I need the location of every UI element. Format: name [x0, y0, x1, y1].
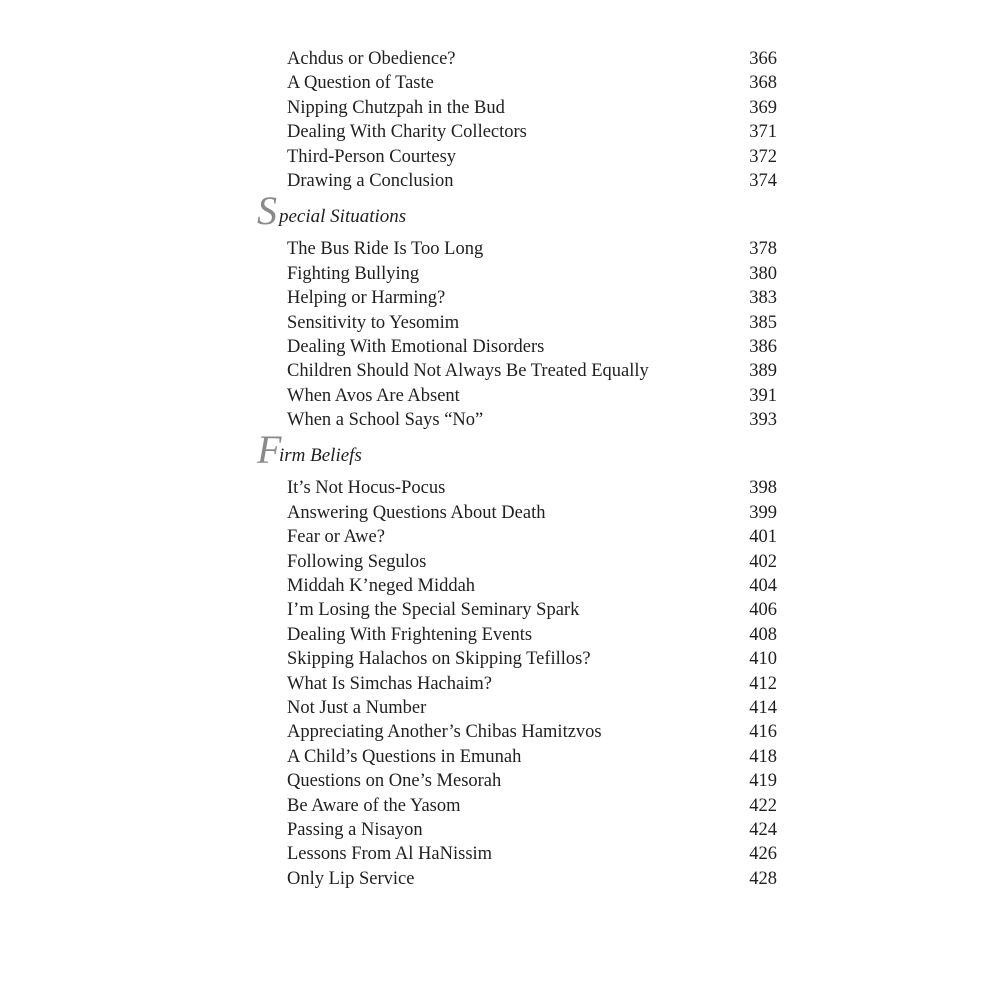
toc-entry-title: Helping or Harming?: [287, 288, 446, 309]
toc-entry: [257, 598, 777, 622]
toc-entry-page-number: 398: [749, 478, 777, 499]
toc-entry-page-number: 419: [749, 771, 777, 792]
toc-entry: [257, 359, 777, 383]
toc-entry-page-number: 378: [749, 239, 777, 260]
section-heading: [257, 188, 777, 237]
toc-entry-page-number: 424: [749, 819, 777, 840]
toc-entry: [257, 745, 777, 769]
toc-entry-title: When a School Says “No”: [287, 410, 484, 431]
section-heading: [257, 427, 777, 476]
toc-entry-page-number: 371: [749, 122, 777, 143]
toc-entry: [257, 145, 777, 169]
toc-entry-title: Dealing With Frightening Events: [287, 624, 533, 645]
toc-entry-page-number: 374: [749, 170, 777, 191]
toc-entry-title: Dealing With Charity Collectors: [287, 122, 527, 143]
toc-entry: [257, 867, 777, 891]
toc-entry-title: Not Just a Number: [287, 697, 427, 718]
section-heading-text: pecial Situations: [279, 206, 407, 228]
toc-entry-title: Answering Questions About Death: [287, 502, 546, 523]
toc-entry-title: What Is Simchas Hachaim?: [287, 673, 492, 694]
section-heading-initial: S: [257, 188, 277, 234]
toc-entry: [257, 696, 777, 720]
toc-entry-page-number: 383: [749, 288, 777, 309]
toc-entry: [257, 408, 777, 432]
toc-entry: [257, 286, 777, 310]
toc-entry-title: Achdus or Obedience?: [287, 49, 456, 69]
toc-entry-title: Sensitivity to Yesomim: [287, 312, 460, 333]
toc-entry-title: Children Should Not Always Be Treated Equally: [287, 361, 649, 382]
section-heading-text: irm Beliefs: [279, 445, 362, 467]
toc-entry: [257, 262, 777, 286]
toc-entry: [257, 842, 777, 866]
toc-entry-page-number: 408: [749, 624, 777, 645]
toc-entry: [257, 672, 777, 696]
toc-entry: [257, 71, 777, 95]
toc-entry: [257, 96, 777, 120]
toc-entry: [257, 237, 777, 261]
toc-entry-title: Third-Person Courtesy: [287, 146, 457, 167]
toc-entry-title: Lessons From Al HaNissim: [287, 844, 493, 865]
toc-entry-page-number: 418: [749, 746, 777, 767]
toc-entry: [257, 720, 777, 744]
toc-entry-title: Dealing With Emotional Disorders: [287, 336, 545, 357]
toc-entry-title: Be Aware of the Yasom: [287, 795, 461, 816]
toc-entry-page-number: 401: [749, 527, 777, 548]
toc-entry-page-number: 386: [749, 336, 777, 357]
toc-entry-title: It’s Not Hocus-Pocus: [287, 478, 446, 499]
toc-entry: [257, 501, 777, 525]
toc-entry-page-number: 385: [749, 312, 777, 333]
toc-entry-title: Nipping Chutzpah in the Bud: [287, 97, 505, 118]
toc-entry-title: I’m Losing the Special Seminary Spark: [287, 600, 580, 621]
toc-entry: [257, 794, 777, 818]
toc-entry: [257, 647, 777, 671]
toc-entry-page-number: 399: [749, 502, 777, 523]
toc-entry: [257, 311, 777, 335]
toc-entry-page-number: 380: [749, 263, 777, 284]
toc-entry-page-number: 369: [749, 97, 777, 118]
toc-entry-page-number: 368: [749, 73, 777, 94]
toc-entry: [257, 818, 777, 842]
toc-entry-page-number: 389: [749, 361, 777, 382]
toc-entry-page-number: 366: [749, 49, 777, 69]
toc-entry-title: The Bus Ride Is Too Long: [287, 239, 484, 260]
toc-entry-page-number: 404: [749, 576, 777, 597]
toc-entry-page-number: 422: [749, 795, 777, 816]
toc-entry-title: When Avos Are Absent: [287, 385, 460, 406]
toc-entry-page-number: 428: [749, 868, 777, 889]
toc-entry-title: Questions on One’s Mesorah: [287, 771, 502, 792]
toc-entry: [257, 550, 777, 574]
toc-entry-page-number: 414: [749, 697, 777, 718]
toc-entry-title: Following Segulos: [287, 551, 427, 572]
toc-entry: [257, 120, 777, 144]
table-of-contents: [257, 47, 777, 891]
toc-entry: [257, 169, 777, 193]
toc-entry-page-number: 402: [749, 551, 777, 572]
toc-entry-page-number: 391: [749, 385, 777, 406]
toc-entry-title: Middah K’neged Middah: [287, 576, 476, 597]
toc-entry: [257, 769, 777, 793]
toc-entry-title: A Child’s Questions in Emunah: [287, 746, 522, 767]
toc-entry-title: Appreciating Another’s Chibas Hamitzvos: [287, 722, 602, 743]
toc-entry-page-number: 372: [749, 146, 777, 167]
toc-entry: [257, 384, 777, 408]
toc-entry-page-number: 393: [749, 410, 777, 431]
toc-entry-title: Drawing a Conclusion: [287, 170, 454, 191]
toc-entry-page-number: 406: [749, 600, 777, 621]
toc-entry: [257, 47, 777, 71]
toc-entry: [257, 623, 777, 647]
toc-entry-page-number: 416: [749, 722, 777, 743]
toc-entry-title: Skipping Halachos on Skipping Tefillos?: [287, 649, 591, 670]
toc-entry: [257, 335, 777, 359]
toc-entry-page-number: 412: [749, 673, 777, 694]
toc-entry-page-number: 410: [749, 649, 777, 670]
toc-entry-title: Fighting Bullying: [287, 263, 420, 284]
toc-entry: [257, 525, 777, 549]
toc-entry-title: Passing a Nisayon: [287, 819, 423, 840]
toc-entry: [257, 476, 777, 500]
section-heading-initial: F: [257, 427, 282, 473]
toc-entry: [257, 574, 777, 598]
toc-entry-page-number: 426: [749, 844, 777, 865]
toc-entry-title: Only Lip Service: [287, 868, 415, 889]
toc-entry-title: A Question of Taste: [287, 73, 434, 94]
toc-entry-title: Fear or Awe?: [287, 527, 385, 548]
